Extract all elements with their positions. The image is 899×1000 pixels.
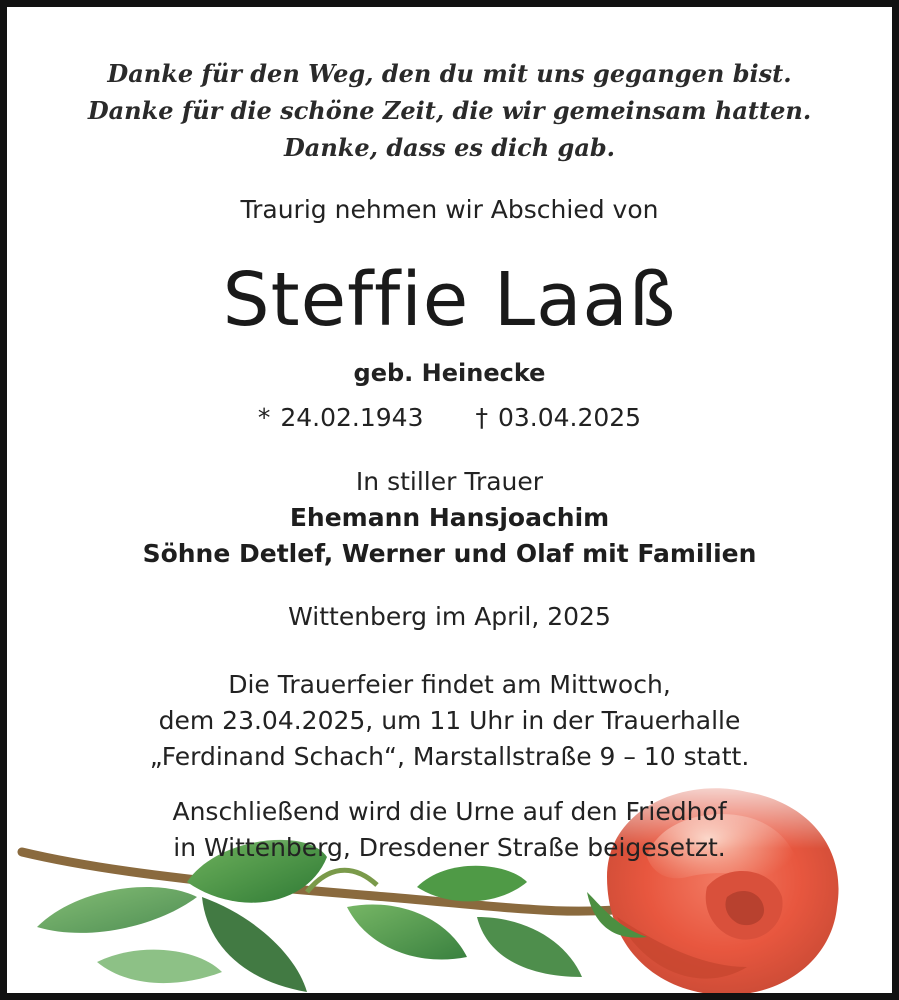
mourner-line-2: Söhne Detlef, Werner und Olaf mit Familien	[142, 539, 757, 568]
deceased-name: Steffie Laaß	[222, 257, 677, 343]
mourner-line-1: Ehemann Hansjoachim	[289, 503, 610, 532]
place-date: Wittenberg im April, 2025	[288, 602, 611, 631]
intro-text: Traurig nehmen wir Abschied von	[240, 195, 659, 224]
burial-line-1: Anschließend wird die Urne auf den Friedhof	[172, 797, 727, 826]
quote-line-2: Danke für die schöne Zeit, die wir gemeinsam hatten.	[87, 96, 812, 125]
funeral-line-1: Die Trauerfeier findet am Mittwoch,	[228, 670, 671, 699]
birth-date: * 24.02.1943	[257, 403, 424, 432]
mourners-heading: In stiller Trauer	[355, 467, 544, 496]
life-dates	[7, 403, 892, 432]
death-date: † 03.04.2025	[475, 403, 642, 432]
burial-line-2: in Wittenberg, Dresdener Straße beigesetzt.	[173, 833, 726, 862]
funeral-line-3: „Ferdinand Schach“, Marstallstraße 9 – 10 statt.	[149, 742, 750, 771]
quote-line-1: Danke für den Weg, den du mit uns gegangen bist.	[107, 59, 792, 88]
maiden-name: geb. Heinecke	[353, 359, 546, 387]
quote-line-3: Danke, dass es dich gab.	[283, 133, 616, 162]
funeral-line-2: dem 23.04.2025, um 11 Uhr in der Trauerhalle	[158, 706, 741, 735]
